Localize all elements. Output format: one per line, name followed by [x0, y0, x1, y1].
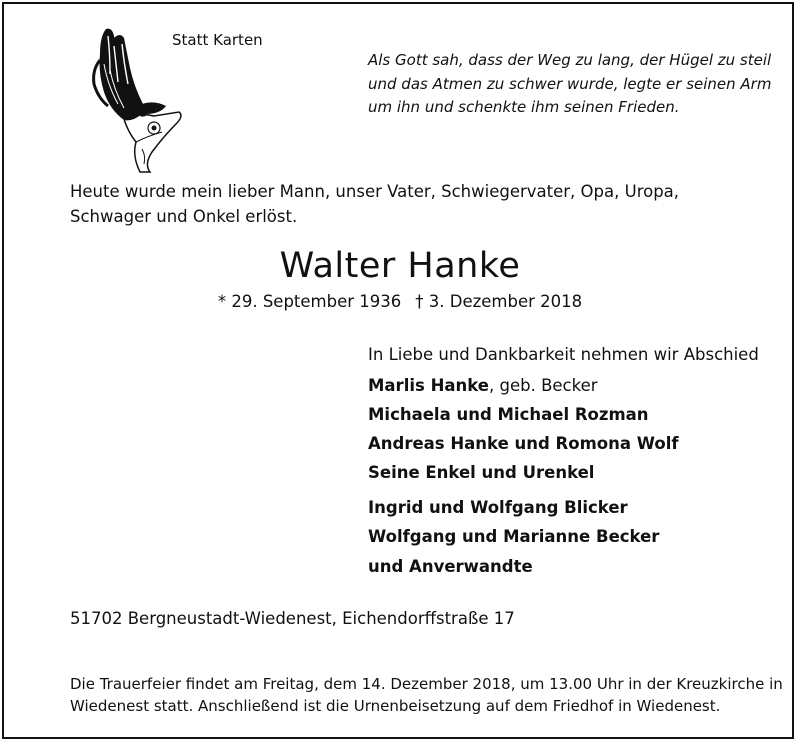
farewell-line: In Liebe und Dankbarkeit nehmen wir Abschied — [368, 345, 759, 364]
life-dates — [0, 292, 800, 311]
mourner-line: Michaela und Michael Rozman — [368, 405, 649, 424]
funeral-line: Die Trauerfeier findet am Freitag, dem 14. Dezember 2018, um 13.00 Uhr in der Kreuzkirche in — [70, 675, 783, 693]
mourner-spouse — [368, 376, 598, 395]
verse-line: Als Gott sah, dass der Weg zu lang, der Hügel zu steil — [368, 51, 772, 69]
mourner-line: Andreas Hanke und Romona Wolf — [368, 434, 679, 453]
deceased-name: Walter Hanke — [279, 246, 521, 286]
spouse-name: Marlis Hanke — [368, 376, 489, 395]
intro-line: Schwager und Onkel erlöst. — [70, 207, 298, 226]
mourner-line: Seine Enkel und Urenkel — [368, 463, 595, 482]
death-date: † 3. Dezember 2018 — [415, 292, 583, 311]
funeral-info — [70, 673, 783, 717]
spouse-maiden-name: , geb. Becker — [488, 376, 598, 395]
intro-line: Heute wurde mein lieber Mann, unser Vater, Schwiegervater, Opa, Uropa, — [70, 182, 680, 201]
verse-line: um ihn und schenkte ihm seinen Frieden. — [368, 98, 680, 116]
verse-line: und das Atmen zu schwer wurde, legte er seinen Arm — [368, 74, 772, 93]
mourner-line: Wolfgang und Marianne Becker — [368, 527, 660, 546]
mourner-line: Ingrid und Wolfgang Blicker — [368, 498, 628, 517]
birth-date: * 29. September 1936 — [217, 292, 402, 311]
address: 51702 Bergneustadt-Wiedenest, Eichendorffstraße 17 — [70, 609, 515, 628]
bible-verse — [368, 49, 771, 120]
mourner-line: und Anverwandte — [368, 557, 533, 576]
funeral-line: Wiedenest statt. Anschließend ist die Urnenbeisetzung auf dem Friedhof in Wiedenest. — [70, 697, 721, 715]
intro-text — [70, 179, 679, 229]
statt-karten-label: Statt Karten — [172, 31, 263, 49]
